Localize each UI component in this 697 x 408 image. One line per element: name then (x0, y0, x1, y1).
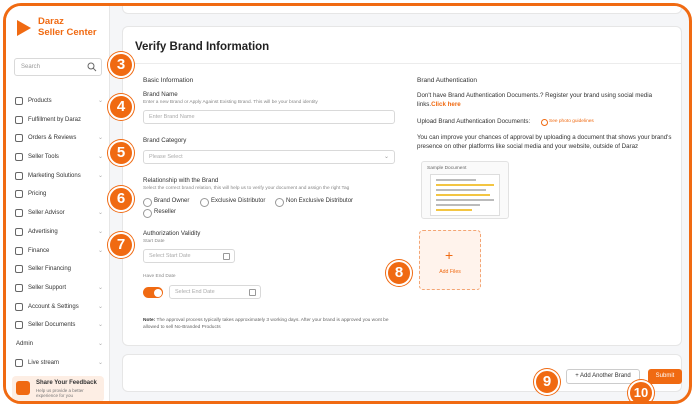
chevron-down-icon: ⌄ (98, 340, 104, 347)
sidebar-item-label: Seller Advisor (28, 210, 65, 217)
brand-category-placeholder: Please Select (149, 154, 183, 160)
step-badge-5: 5 (108, 140, 134, 166)
step-badge-3: 3 (108, 52, 134, 78)
chevron-down-icon: ⌄ (98, 322, 104, 329)
nav-icon (15, 209, 23, 217)
logo-line2: Seller Center (38, 27, 97, 38)
sidebar-item[interactable] (6, 260, 110, 279)
sample-document-preview (430, 174, 500, 216)
chevron-down-icon: ⌄ (98, 247, 104, 254)
nav-icon (15, 116, 23, 124)
nav-icon (15, 172, 23, 180)
end-date-toggle[interactable] (143, 287, 163, 298)
top-panel-strip (122, 3, 682, 14)
radio-exclusive-distributor[interactable]: Exclusive Distributor (200, 198, 265, 204)
daraz-logo[interactable] (12, 12, 102, 46)
feedback-icon (16, 381, 30, 395)
sidebar-item[interactable] (6, 298, 110, 317)
sidebar-item-label: Products (28, 98, 52, 104)
screenshot-frame (3, 3, 692, 404)
page-title: Verify Brand Information (135, 41, 270, 53)
note-text: The approval process typically takes approximately 3 working days. After your brand is approved you wont be allowed to sell No-Branded Products (143, 318, 389, 330)
brand-name-placeholder: Enter Brand Name (149, 114, 195, 120)
start-date-placeholder: Select Start Date (149, 253, 191, 259)
nav-icon (15, 134, 23, 142)
sidebar-item[interactable] (6, 148, 110, 167)
end-date-input[interactable] (169, 285, 261, 299)
photo-guidelines-link[interactable] (541, 119, 594, 124)
authorization-label: Authorization Validity (143, 230, 201, 237)
end-date-placeholder: Select End Date (175, 289, 215, 295)
end-date-label: Have End Date (143, 274, 176, 279)
add-files-dropzone[interactable] (419, 230, 481, 290)
nav-icon (15, 228, 23, 236)
nav-icon (15, 153, 23, 161)
chevron-down-icon: ⌄ (383, 154, 389, 160)
nav-icon (15, 284, 23, 292)
chevron-down-icon: ⌄ (98, 210, 104, 217)
brand-category-select[interactable] (143, 150, 395, 164)
sidebar (6, 6, 110, 401)
relationship-hint: Select the correct brand relation, this will help us to verify your document and assign the right Tag (143, 186, 350, 191)
brand-name-input[interactable] (143, 110, 395, 124)
nav-icon (15, 321, 23, 329)
sidebar-item-label: Finance (28, 247, 50, 254)
relationship-label: Relationship with the Brand (143, 177, 219, 184)
nav-icon (15, 247, 23, 255)
approval-note (143, 317, 395, 331)
no-docs-message: Don't have Brand Authentication Documents.? Register your brand using social media links. (417, 92, 653, 108)
sample-document[interactable] (421, 161, 509, 219)
calendar-icon (223, 253, 230, 260)
radio-non-exclusive-distributor[interactable]: Non Exclusive Distributor (275, 198, 353, 204)
chevron-down-icon: ⌄ (98, 98, 104, 104)
basic-info-heading: Basic Information (143, 77, 194, 84)
chevron-down-icon: ⌄ (98, 228, 104, 235)
brand-name-label: Brand Name (143, 91, 178, 98)
sidebar-item-label: Advertising (28, 228, 58, 235)
add-files-label: Add Files (439, 269, 461, 275)
brand-name-hint: Enter a new Brand or Apply Against Existing Brand. This will be your brand identity (143, 100, 318, 105)
sidebar-item[interactable] (6, 167, 110, 186)
step-badge-8: 8 (386, 260, 412, 286)
title-divider (123, 63, 681, 64)
sidebar-item-label: Fulfillment by Daraz (28, 116, 82, 123)
sidebar-item[interactable] (6, 92, 110, 111)
start-date-label: Start Date (143, 239, 165, 244)
sample-document-label: Sample Document (427, 166, 467, 171)
chevron-down-icon: ⌄ (98, 154, 104, 161)
step-badge-4: 4 (108, 94, 134, 120)
sidebar-item-label: Seller Tools (28, 154, 59, 161)
step-badge-10: 10 (628, 380, 654, 404)
photo-guidelines-text: See photo guidelines (549, 119, 594, 124)
sidebar-item-label: Admin (16, 340, 34, 347)
feedback-card[interactable] (12, 376, 104, 402)
daraz-logo-icon (14, 18, 34, 38)
chevron-down-icon: ⌄ (98, 172, 104, 179)
sidebar-item[interactable] (6, 335, 110, 354)
calendar-icon (249, 289, 256, 296)
sidebar-item[interactable] (6, 111, 110, 130)
sidebar-item-label: Marketing Solutions (28, 172, 81, 179)
improve-chances-text: You can improve your chances of approval by uploading a document that shows your brand's presence on other platforms like social media and your website, outside of Daraz (417, 134, 672, 150)
brand-auth-heading: Brand Authentication (417, 77, 477, 84)
sidebar-item[interactable] (6, 129, 110, 148)
add-another-brand-button[interactable]: + Add Another Brand (566, 369, 640, 384)
brand-category-label: Brand Category (143, 137, 187, 144)
sidebar-item-label: Seller Support (28, 284, 67, 291)
verify-brand-card (122, 26, 682, 346)
logo-text (38, 16, 97, 38)
sidebar-search-input[interactable] (14, 58, 102, 76)
sidebar-item[interactable] (6, 279, 110, 298)
sidebar-item-label: Seller Financing (28, 266, 72, 273)
radio-brand-owner[interactable]: Brand Owner (143, 198, 189, 204)
step-badge-9: 9 (534, 369, 560, 395)
sidebar-item-label: Live stream (28, 359, 60, 366)
feedback-subtitle: Help us provide a better experience for you (36, 388, 84, 398)
search-icon[interactable] (87, 62, 97, 72)
sidebar-item[interactable] (6, 185, 110, 204)
logo-line1: Daraz (38, 16, 64, 27)
chevron-down-icon: ⌄ (98, 284, 104, 291)
submit-button[interactable]: Submit (648, 369, 682, 384)
nav-icon (15, 359, 23, 367)
feedback-title: Share Your Feedback (36, 380, 97, 386)
step-badge-6: 6 (108, 186, 134, 212)
sidebar-item[interactable] (6, 316, 110, 335)
plus-icon: + (445, 247, 454, 263)
note-prefix: Note: (143, 318, 156, 323)
upload-docs-label: Upload Brand Authentication Documents: (417, 118, 531, 125)
search-placeholder: Search (21, 64, 41, 70)
no-docs-text (417, 91, 673, 109)
nav-icon (15, 97, 23, 105)
sidebar-item-label: Orders & Reviews (28, 135, 77, 142)
step-badge-7: 7 (108, 232, 134, 258)
sidebar-item[interactable] (6, 223, 110, 242)
sidebar-item[interactable] (6, 204, 110, 223)
sidebar-nav (6, 92, 110, 372)
radio-reseller[interactable]: Reseller (143, 209, 176, 215)
chevron-down-icon: ⌄ (98, 135, 104, 142)
start-date-input[interactable] (143, 249, 235, 263)
sidebar-item[interactable] (6, 242, 110, 261)
nav-icon (15, 265, 23, 273)
chevron-down-icon: ⌄ (98, 303, 104, 310)
chevron-down-icon: ⌄ (98, 359, 104, 366)
sidebar-item-label: Pricing (28, 191, 47, 198)
nav-icon (15, 303, 23, 311)
click-here-link[interactable]: Click here (431, 101, 461, 108)
nav-icon (15, 190, 23, 198)
sidebar-item[interactable] (6, 354, 110, 373)
sidebar-item-label: Seller Documents (28, 322, 76, 329)
sidebar-item-label: Account & Settings (28, 303, 79, 310)
